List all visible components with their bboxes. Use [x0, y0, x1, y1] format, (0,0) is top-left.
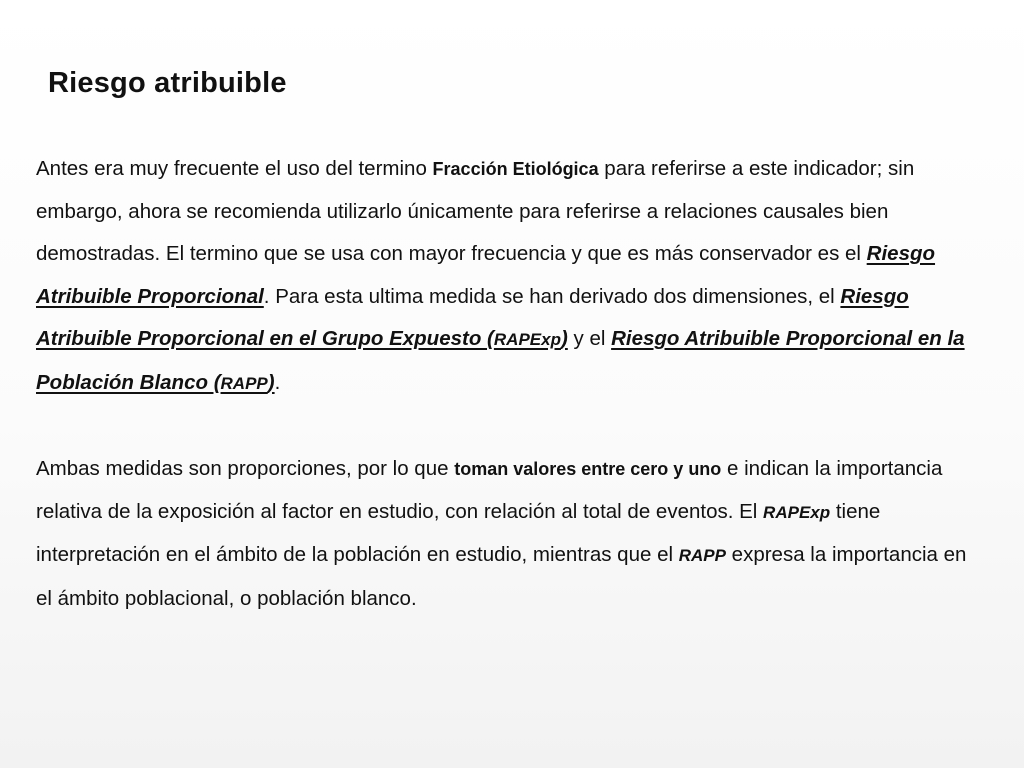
- slide-title: Riesgo atribuible: [48, 67, 287, 99]
- p1-text-1: Antes era muy frecuente el uso del termino: [36, 157, 433, 180]
- term-riesgo-atribuible-proporcional: Riesgo Atribuible Proporcional: [36, 242, 936, 308]
- p2-text-1: Ambas medidas son proporciones, por lo que: [36, 457, 455, 480]
- slide-body: [36, 148, 986, 620]
- term-rapp-close: ): [267, 370, 275, 394]
- p1-text-4: y el: [567, 327, 612, 350]
- p1-text-2: para referirse a este indicador; sin embargo, ahora se recomienda utilizarlo únicamente para referirse a relaciones causales bien demostradas. El termino que se usa con mayor frecuencia y que es más conservador es el: [36, 157, 915, 265]
- term-rapp-name: Riesgo Atribuible Proporcional en la Población Blanco (: [36, 327, 965, 394]
- paragraph-gap: [36, 405, 986, 448]
- term-rapexp-close: ): [560, 327, 568, 350]
- abbr-rapp-inline: RAPP: [678, 546, 726, 565]
- abbr-rapexp: RAPExp: [493, 330, 561, 349]
- emphasis-range: toman valores entre cero y uno: [454, 459, 722, 479]
- paragraph-measures: [36, 448, 986, 620]
- abbr-rapexp-inline: RAPExp: [763, 502, 831, 522]
- abbr-rapp: RAPP: [220, 373, 268, 393]
- p2-text-3: tiene interpretación en el ámbito de la población en estudio, mientras que el: [36, 499, 881, 566]
- p2-text-2: e indican la importancia relativa de la exposición al factor en estudio, con relación al total de eventos. El: [36, 457, 943, 523]
- term-fraccion-etiologica: Fracción Etiológica: [432, 159, 599, 179]
- p1-text-5: .: [274, 370, 281, 394]
- term-rapexp-name: Riesgo Atribuible Proporcional en el Grupo Expuesto (: [36, 284, 909, 350]
- p1-text-3: . Para esta ultima medida se han derivado dos dimensiones, el: [263, 284, 841, 308]
- p2-text-4: expresa la importancia en el ámbito poblacional, o población blanco.: [36, 543, 967, 610]
- paragraph-definition: [36, 148, 986, 405]
